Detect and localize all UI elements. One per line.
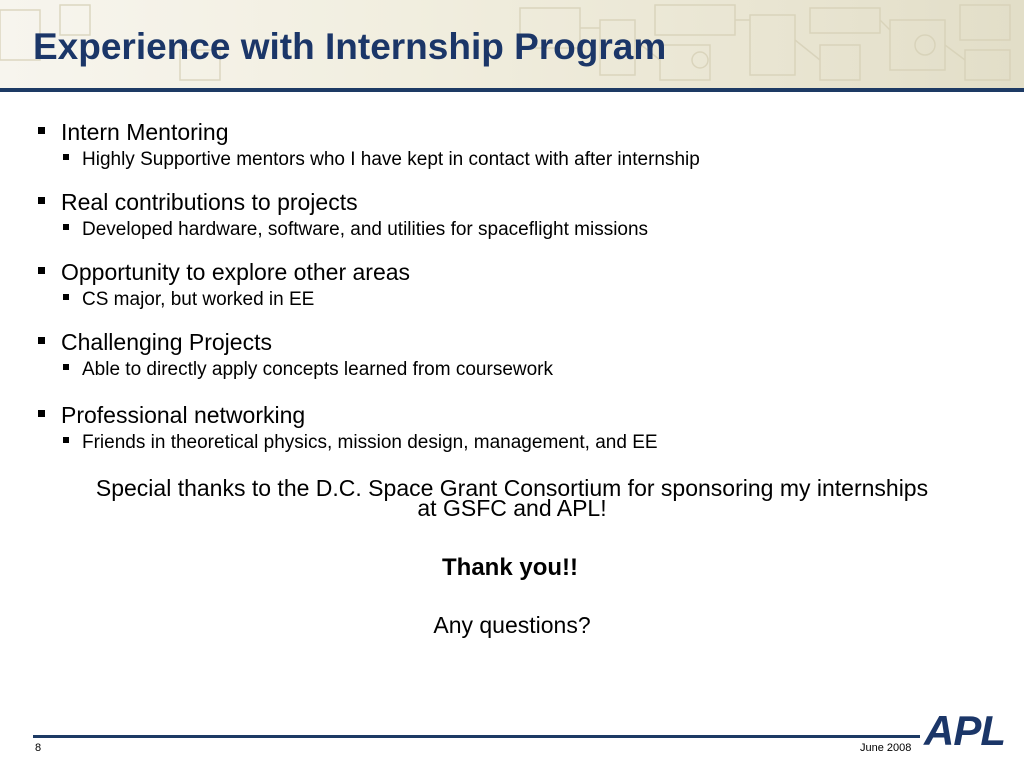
sub-bullet-item xyxy=(63,432,658,454)
sub-bullet-item xyxy=(63,219,648,241)
thank-you-text: Thank you!! xyxy=(442,554,578,581)
sub-bullet-text: Highly Supportive mentors who I have kept in contact with after internship xyxy=(82,149,700,170)
bullet-text: Challenging Projects xyxy=(61,329,272,355)
slide-title: Experience with Internship Program xyxy=(33,26,667,67)
square-bullet-icon xyxy=(63,364,69,370)
square-bullet-icon xyxy=(38,127,45,134)
bullet-item xyxy=(38,119,228,146)
bullet-item xyxy=(38,189,358,216)
thanks-line-2: at GSFC and APL! xyxy=(417,495,607,521)
square-bullet-icon xyxy=(63,154,69,160)
square-bullet-icon xyxy=(38,267,45,274)
square-bullet-icon xyxy=(63,224,69,230)
thanks-line-1: Special thanks to the D.C. Space Grant Consortium for sponsoring my internships xyxy=(95,475,929,501)
questions-text: Any questions? xyxy=(433,612,591,638)
sub-bullet-item xyxy=(63,359,553,381)
sub-bullet-item xyxy=(63,149,700,171)
sub-bullet-text: Able to directly apply concepts learned from coursework xyxy=(82,359,554,380)
square-bullet-icon xyxy=(38,197,45,204)
sub-bullet-text: Developed hardware, software, and utilities for spaceflight missions xyxy=(82,219,649,240)
bullet-text: Real contributions to projects xyxy=(61,189,358,215)
bullet-text: Opportunity to explore other areas xyxy=(61,259,411,285)
bullet-item xyxy=(38,329,272,356)
square-bullet-icon xyxy=(63,437,69,443)
footer-rule xyxy=(33,735,920,738)
square-bullet-icon xyxy=(38,337,45,344)
footer-date: June 2008 xyxy=(860,742,912,754)
sub-bullet-text: CS major, but worked in EE xyxy=(82,289,315,310)
sub-bullet-item xyxy=(63,289,314,311)
thanks-note xyxy=(0,475,1024,521)
sub-bullet-text: Friends in theoretical physics, mission design, management, and EE xyxy=(82,432,658,453)
bullet-item xyxy=(38,259,410,286)
square-bullet-icon xyxy=(63,294,69,300)
bullet-text: Intern Mentoring xyxy=(61,119,229,145)
bullet-text: Professional networking xyxy=(61,402,306,428)
apl-logo: APL xyxy=(924,707,1005,754)
page-number: 8 xyxy=(35,742,42,754)
square-bullet-icon xyxy=(38,410,45,417)
bullet-item xyxy=(38,402,305,429)
